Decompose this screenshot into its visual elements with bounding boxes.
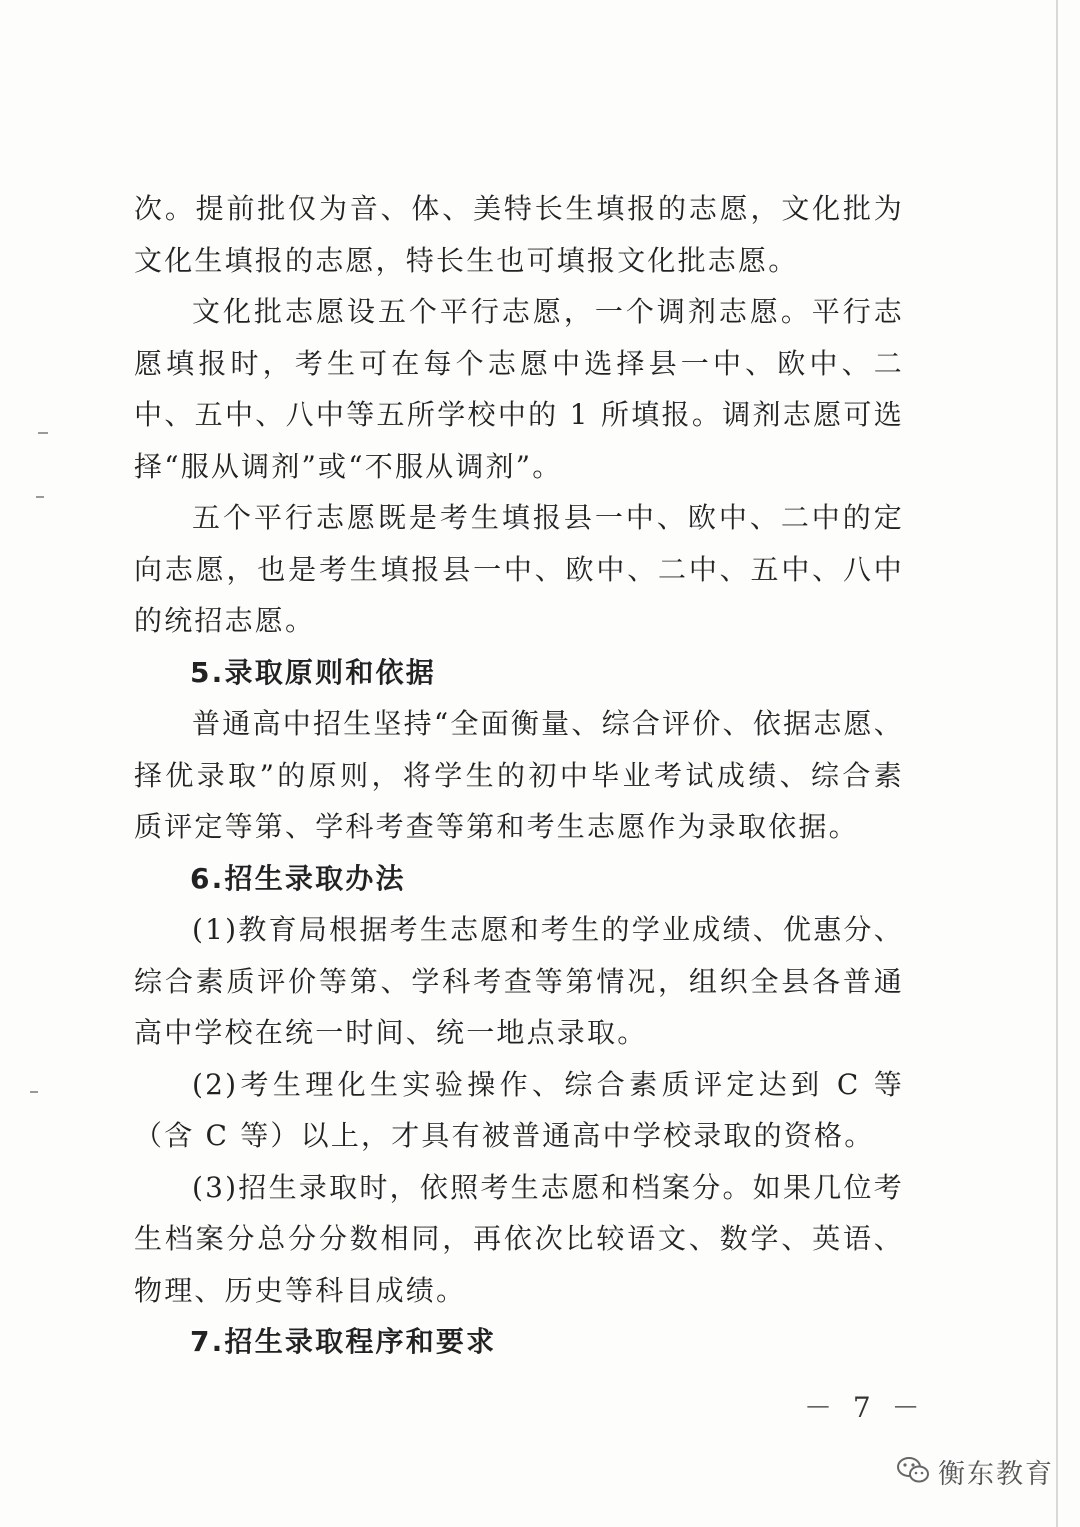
wechat-icon xyxy=(896,1455,930,1489)
paragraph: 普通高中招生坚持“全面衡量、综合评价、依据志愿、择优录取”的原则，将学生的初中毕业考试成绩、综合素质评定等第、学科考查等第和考生志愿作为录取依据。 xyxy=(134,707,904,843)
scan-speck xyxy=(38,432,48,434)
scan-speck xyxy=(30,1091,38,1093)
paragraph: 五个平行志愿既是考生填报县一中、欧中、二中的定向志愿，也是考生填报县一中、欧中、二中、五中、八中的统招志愿。 xyxy=(134,501,904,637)
paragraph: 文化批志愿设五个平行志愿，一个调剂志愿。平行志愿填报时，考生可在每个志愿中选择县一中、欧中、二中、五中、八中等五所学校中的 1 所填报。调剂志愿可选择“服从调剂”或“不服从调剂”。 xyxy=(134,295,904,483)
paragraph: (3)招生录取时，依照考生志愿和档案分。如果几位考生档案分总分分数相同，再依次比较语文、数学、英语、物理、历史等科目成绩。 xyxy=(134,1170,904,1307)
paragraph: (1)教育局根据考生志愿和考生的学业成绩、优惠分、综合素质评价等第、学科考查等第情况，组织全县各普通高中学校在统一时间、统一地点录取。 xyxy=(134,913,904,1049)
scan-speck xyxy=(36,496,44,498)
paragraph: (2)考生理化生实验操作、综合素质评定达到 C 等（含 C 等）以上，才具有被普通高中学校录取的资格。 xyxy=(134,1067,904,1152)
page-number: － 7 － xyxy=(804,1391,926,1424)
page-edge-line xyxy=(1056,0,1058,1527)
paragraph: 次。提前批仅为音、体、美特长生填报的志愿，文化批为文化生填报的志愿，特长生也可填报文化批志愿。 xyxy=(134,192,904,277)
document-body xyxy=(134,183,904,1368)
watermark-text: 衡东教育 xyxy=(938,1459,1054,1490)
section-heading: 6.招生录取办法 xyxy=(190,861,406,895)
section-heading: 7.招生录取程序和要求 xyxy=(190,1325,497,1358)
watermark xyxy=(896,1452,1054,1491)
section-heading: 5.录取原则和依据 xyxy=(190,655,436,689)
